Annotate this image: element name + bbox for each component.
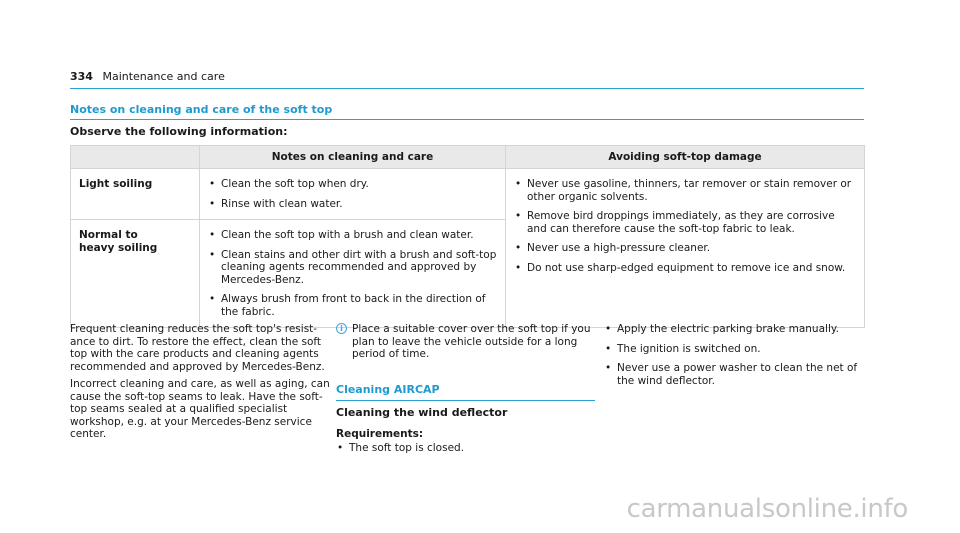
aircap-rule <box>336 400 595 401</box>
info-icon: i <box>336 323 347 334</box>
heavy-soiling-notes <box>200 220 506 328</box>
list-item: • The soft top is closed. <box>336 442 596 455</box>
header-rule <box>70 88 864 89</box>
list-item: • Always brush from front to back in the direction of the fabric. <box>208 293 497 318</box>
list-item: • Never use a power washer to clean the net of the wind deflector. <box>604 362 866 387</box>
table-header-empty <box>71 146 200 169</box>
list-item: • Clean the soft top with a brush and clean water. <box>208 229 497 242</box>
paragraph: Frequent cleaning reduces the soft top's resist-ance to dirt. To restore the effect, clean the soft top with the care products and cleaning agents recommended and approved by Mercedes-Benz. <box>70 323 325 373</box>
damage-notes <box>506 169 865 328</box>
light-soiling-notes <box>200 169 506 220</box>
list-item: • Do not use sharp-edged equipment to remove ice and snow. <box>514 262 856 275</box>
watermark: carmanualsonline.info <box>626 494 908 524</box>
column-2 <box>336 323 596 361</box>
note-text: Place a suitable cover over the soft top if you plan to leave the vehicle outside for a long period of time. <box>352 323 591 360</box>
observe-text: Observe the following information: <box>70 125 288 138</box>
page-header <box>70 70 225 83</box>
section-rule <box>70 119 864 120</box>
wind-deflector-title: Cleaning the wind deflector <box>336 406 508 419</box>
list-item: • Never use a high-pressure cleaner. <box>514 242 856 255</box>
table-header-notes: Notes on cleaning and care <box>200 146 506 169</box>
row-label-light: Light soiling <box>71 169 200 220</box>
aircap-title: Cleaning AIRCAP <box>336 383 440 396</box>
list-item: • Remove bird droppings immediately, as they are corrosive and can therefore cause the soft-top fabric to leak. <box>514 210 856 235</box>
page-number: 334 <box>70 70 93 83</box>
list-item: • Clean stains and other dirt with a brush and soft-top cleaning agents recommended and approved by Mercedes-Benz. <box>208 249 497 287</box>
table-header-row <box>71 146 865 169</box>
note-box <box>336 323 596 361</box>
chapter-name: Maintenance and care <box>102 70 225 83</box>
list-item: • Rinse with clean water. <box>208 198 497 211</box>
care-table <box>70 145 865 328</box>
column-3 <box>604 323 866 387</box>
row-label-heavy: Normal to heavy soiling <box>71 220 200 328</box>
list-item: • The ignition is switched on. <box>604 343 866 356</box>
list-item: • Never use gasoline, thinners, tar remover or stain remover or other organic solvents. <box>514 178 856 203</box>
section-title: Notes on cleaning and care of the soft top <box>70 103 333 116</box>
list-item: • Clean the soft top when dry. <box>208 178 497 191</box>
list-item: • Apply the electric parking brake manually. <box>604 323 866 336</box>
table-row <box>71 169 865 220</box>
column-1 <box>70 323 332 446</box>
requirements-label: Requirements: <box>336 428 424 440</box>
requirements-list <box>336 442 596 455</box>
paragraph: Incorrect cleaning and care, as well as aging, can cause the soft-top seams to leak. Have the soft-top seams sealed at a qualified specialist workshop, e.g. at your Mercedes-Benz service center. <box>70 378 330 440</box>
table-header-damage: Avoiding soft-top damage <box>506 146 865 169</box>
